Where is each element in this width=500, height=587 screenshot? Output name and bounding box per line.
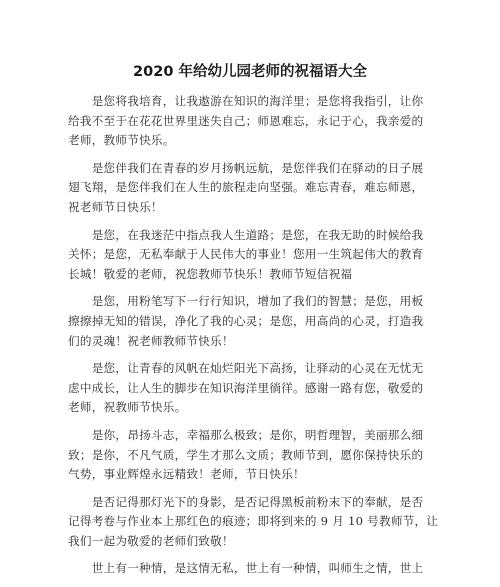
paragraph [68,226,432,285]
paragraph [68,559,432,579]
document-body [68,92,439,587]
document-title: 2020 年给幼儿园老师的祝福语大全 [133,64,367,80]
paragraph [68,359,432,418]
paragraph-line: 是您，在我迷茫中指点我人生道路；是您，在我无助的时候给我 [68,227,424,242]
paragraph-line: 擦擦掉无知的错误，净化了我的心灵；是您，用高尚的心灵，打造我 [68,313,424,328]
paragraph-line: 关怀；是您，无私奉献于人民伟大的事业！您用一生筑起伟大的教育 [68,247,424,262]
paragraph-line: 们的灵魂！祝老师教师节快乐！ [68,333,234,348]
paragraph-line: 是您，让青春的风帆在灿烂阳光下高扬，让驿动的心灵在无忧无 [68,361,424,376]
paragraph-line: 世上有一种情，是这情无私，世上有一种情，叫师生之情，世上 [68,561,424,576]
paragraph-line: 记得考卷与作业本上那红色的痕迹；即将到来的 9 月 10 号教师节，让 [68,514,439,529]
paragraph-line: 是您将我培育，让我遨游在知识的海洋里；是您将我指引，让你 [68,94,424,108]
paragraph-line: 给我不至于在花花世界里迷失自己；师恩难忘，永记于心，我亲爱的 [68,113,424,128]
paragraph-line: 祝老师节日快乐！ [68,199,163,214]
paragraph-line: 长城！敬爱的老师，祝您教师节快乐！教师节短信祝福 [68,266,353,281]
paragraph-line: 气势，事业辉煌永远精致！老师，节日快乐！ [68,467,305,482]
paragraph-line: 致；是你，不凡气质，学生才那么文质；教师节到，愿你保持快乐的 [68,447,424,462]
paragraph-line: 虑中成长，让人生的脚步在知识海洋里徜徉。感谢一路有您，敬爱的 [68,380,424,395]
paragraph-line: 是您伴我们在青春的岁月扬帆远航，是您伴我们在驿动的日子展 [68,160,424,175]
paragraph-line: 是否记得那灯光下的身影，是否记得黑板前粉末下的奉献，是否 [68,494,424,509]
paragraph-line: 我们一起为敬爱的老师们致敬！ [68,533,234,548]
paragraph [68,92,432,151]
paragraph [68,493,439,552]
paragraph-line: 是你，昂扬斗志，幸福那么极致；是你，明哲理智，美丽那么细 [68,427,424,442]
paragraph-line: 翅飞翔，是您伴我们在人生的旅程走向坚强。难忘青春，难忘师恩， [68,180,424,195]
paragraph [68,292,432,351]
paragraph [68,159,432,218]
paragraph-line: 老师，祝教师节快乐。 [68,400,187,415]
paragraph [68,426,432,485]
paragraph-line: 老师，教师节快乐。 [68,133,175,148]
paragraph-line: 是您，用粉笔写下一行行知识，增加了我们的智慧；是您，用板 [68,294,424,309]
